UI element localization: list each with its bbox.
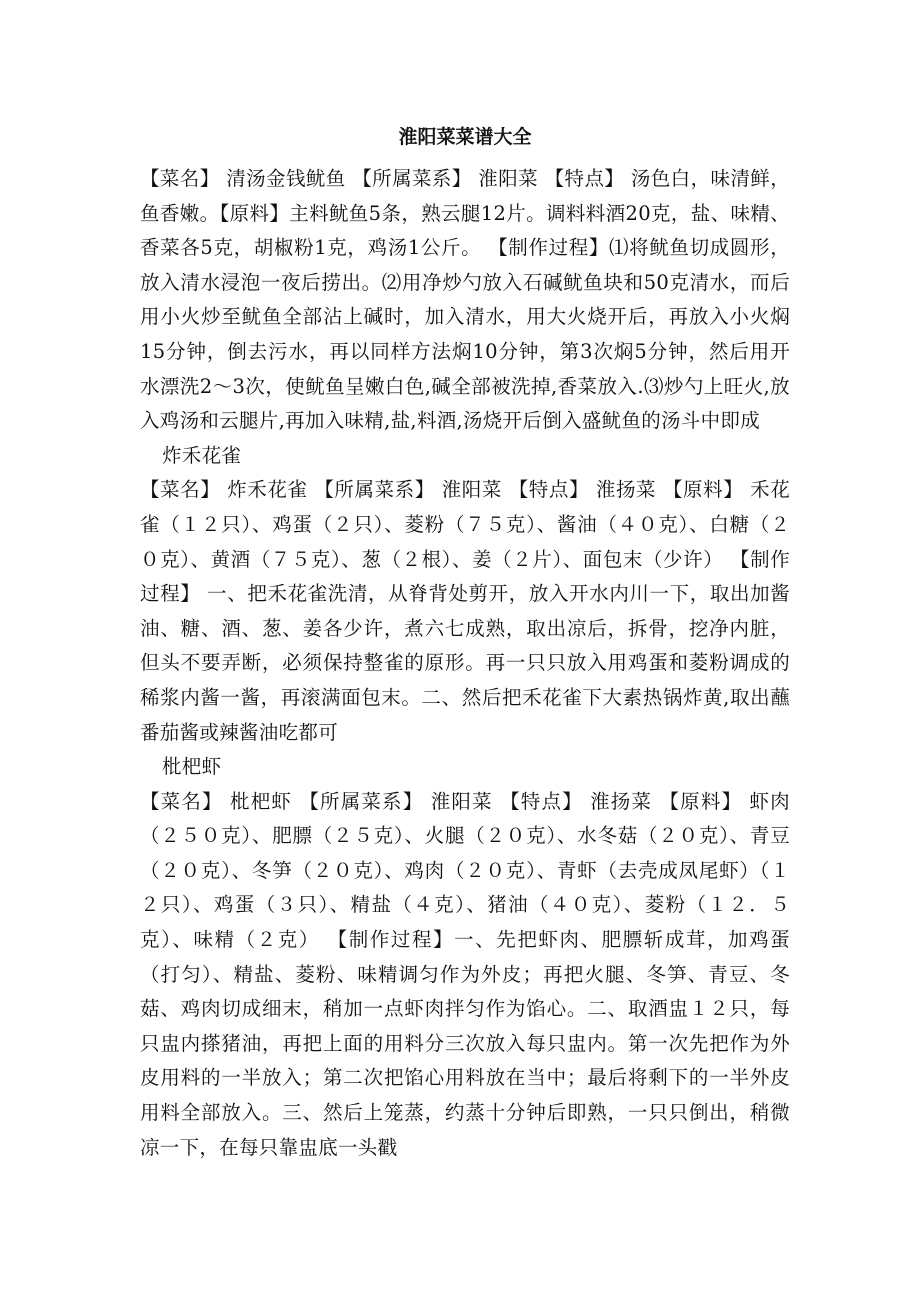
document-body [140, 162, 790, 1165]
recipe-heading-zha-hehuaque: 炸禾花雀 [162, 443, 242, 467]
recipe-paragraph-qingtang-jinqian-youyu: 【菜名】 清汤金钱鱿鱼 【所属菜系】 淮阳菜 【特点】 汤色白，味清鲜，鱼香嫩。【原料】主料鱿鱼5条，熟云腿12片。调料料酒20克，盐、味精、香菜各5克，胡椒粉1克，鸡汤1公斤。 【制作过程】⑴将鱿鱼切成圆形，放入清水浸泡一夜后捞出。⑵用净炒勺放入石碱鱿鱼块和50克清水，而后用小火炒至鱿鱼全部沾上碱时，加入清水，用大火烧开后，再放入小火焖15分钟，倒去污水，再以同样方法焖10分钟，第3次焖5分钟，然后用开水漂洗2～3次，使鱿鱼呈嫩白色,碱全部被洗掉,香菜放入.⑶炒勺上旺火,放入鸡汤和云腿片,再加入味精,盐,料酒,汤烧开后倒入盛鱿鱼的汤斗中即成 [140, 167, 790, 433]
recipe-paragraph-pipa-xia: 【菜名】 枇杷虾 【所属菜系】 淮阳菜 【特点】 淮扬菜 【原料】 虾肉（２５０克）、肥膘（２５克）、火腿（２０克）、水冬菇（２０克）、青豆（２０克）、冬笋（２０克）、鸡肉（２０克）、青虾（去壳成凤尾虾）（１２只）、鸡蛋（３只）、精盐（４克）、猪油（４０克）、菱粉（１２．５克）、味精（２克） 【制作过程】一、先把虾肉、肥膘斩成茸，加鸡蛋（打匀）、精盐、菱粉、味精调匀作为外皮；再把火腿、冬笋、青豆、冬菇、鸡肉切成细末，稍加一点虾肉拌匀作为馅心。二、取酒盅１２只，每只盅内搽猪油，再把上面的用料分三次放入每只盅内。第一次先把作为外皮用料的一半放入；第二次把馅心用料放在当中；最后将剩下的一半外皮用料全部放入。三、然后上笼蒸，约蒸十分钟后即熟，一只只倒出，稍微凉一下，在每只靠盅底一头戳 [140, 789, 790, 1159]
recipe-heading-pipa-xia: 枇杷虾 [162, 755, 222, 779]
recipe-paragraph-zha-hehuaque: 【菜名】 炸禾花雀 【所属菜系】 淮阳菜 【特点】 淮扬菜 【原料】 禾花雀（１２只）、鸡蛋（２只）、菱粉（７５克）、酱油（４０克）、白糖（２０克）、黄酒（７５克）、葱（２根）、姜（２片）、面包末（少许） 【制作过程】 一、把禾花雀洗清，从脊背处剪开，放入开水内川一下，取出加酱油、糖、酒、葱、姜各少许，煮六七成熟，取出凉后，拆骨，挖净内脏，但头不要弄断，必须保持整雀的原形。再一只只放入用鸡蛋和菱粉调成的稀浆内酱一酱，再滚满面包末。二、然后把禾花雀下大素热锅炸黄,取出蘸番茄酱或辣酱油吃都可 [140, 478, 790, 744]
document-page [140, 0, 790, 1165]
document-title: 淮阳菜菜谱大全 [398, 126, 532, 148]
